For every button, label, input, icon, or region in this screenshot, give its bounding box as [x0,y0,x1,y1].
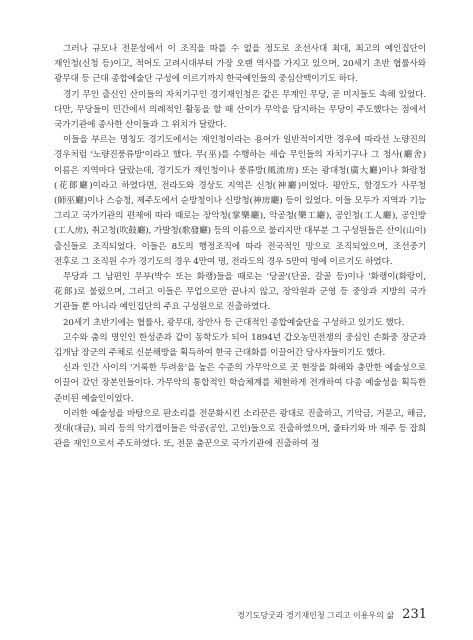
body-text [54,42,426,452]
page-number: 231 [402,607,427,622]
paragraph: 이들을 부르는 명칭도 경기도에서는 재인청이라는 용어가 일반적이지만 경우에 따라선 노량진의 경우처럼 '노량진풍류방'이라고 했다. 무(巫)를 수행하는 세습 무인들의 자치기구나 그 청사(廳舍) 이름은 지역마다 달랐는데, 경기도가 재인청이나 풍류방(風流房) 또는 광대청(廣大廳)이나 화랑청(花郞廳)이라고 하였다면, 전라도와 경상도 지역은 신청(神廳)이었다. 평안도, 함경도가 사무청(師巫廳)이나 스승청, 제주도에서 순방청이나 신방청(神房廳) 등이 있었다. 이들 모두가 지역과 기능 그리고 국가기관의 편제에 따라 때로는 장악청(掌樂廳), 악공청(樂工廳), 공인청(工人廳), 공인방(工人房), 취고청(吹鼓廳), 가발청(歌發廳) 등의 이름으로 불리지만 대부분 그 구성원들은 산이(山이) 출신들로 조직되었다. 이들은 8도의 행정조직에 따라 전국적인 망으로 조직되었으며, 조선중기 전후로 그 조직원 수가 경기도의 경우 4만여 명, 전라도의 경우 5만여 명에 이르기도 하였다. [54,135,426,267]
running-title: 경기도당굿과 경기재인청 그리고 이용우의 삶 [237,611,395,620]
paragraph: 그러나 규모나 전문성에서 이 조직을 따를 수 없을 정도로 조선사대 최대, 최고의 예인집단이 재인청(신청 등)이고, 적어도 고려시대부터 가장 오랜 역사를 가지고 있으며, 20세기 초반 협률사와 광무대 등 근대 종합예술단 구성에 이르기까지 한국예인들의 중심산맥이기도 하다. [54,44,426,85]
paragraph: 20세기 초반기에는 협률사, 광무대, 장안사 등 근대적인 종합예술단을 구성하고 있기도 했다. [63,317,405,328]
paragraph: 무당과 그 남편인 무부(박수 또는 화랭)들을 때로는 '당골'(단골, 갈골 등)이나 '화랭이(화랑이, 花郞)로 불렀으며, 그러고 이들은 무업으로만 끝나지 않고, 장악원과 군영 등 중앙과 지방의 국가 기관들 뿐 아니라 예인집단의 주요 구성원으로 진출하였다. [54,272,426,313]
paragraph: 경기 무인 출신인 산이들의 자치기구인 경기재인청은 같은 무계인 무당, 곧 미지들도 속해 있었다. 다만, 무당들이 민간에서 의례적인 활동을 할 때 산이가 무악을 담지하는 무당이 주도했다는 점에서 국가기관에 종사한 산이들과 그 위치가 달랐다. [54,89,426,131]
page-footer [237,607,427,622]
paragraph: 고수와 춤의 명인인 한성준과 같이 동학도가 되어 1894년 갑오농민전쟁의 중심인 손화중 장군과 김개남 장군의 주체로 신분해방을 획득하여 한국 근대화를 이끌어간 당사자들이기도 했다. [54,332,426,359]
paragraph: 신과 인간 사이의 '거룩한 두려움'을 높은 수준의 가무악으로 곳 현장을 화해와 충만한 예술성으로 이끌어 갔던 장본인들이다. 가무악의 통합적인 학습체계를 체현하게 전개하여 다종 예술성을 획득한 준비된 예술인이었다. [54,363,426,404]
paragraph: 이러한 예술성을 바탕으로 판소리를 전문화시킨 소리꾼은 광대로 진출하고, 기악금, 거문고, 해금, 젓대(대금), 피리 등의 악기잽이들은 악공(공인, 고인)들으로 진출하였으며, 줄타기와 바 재주 등 잡희 관을 재인으로서 주도하였다. 또, 전문 춤꾼으로 국가기관에 진출하여 정 [54,408,426,450]
